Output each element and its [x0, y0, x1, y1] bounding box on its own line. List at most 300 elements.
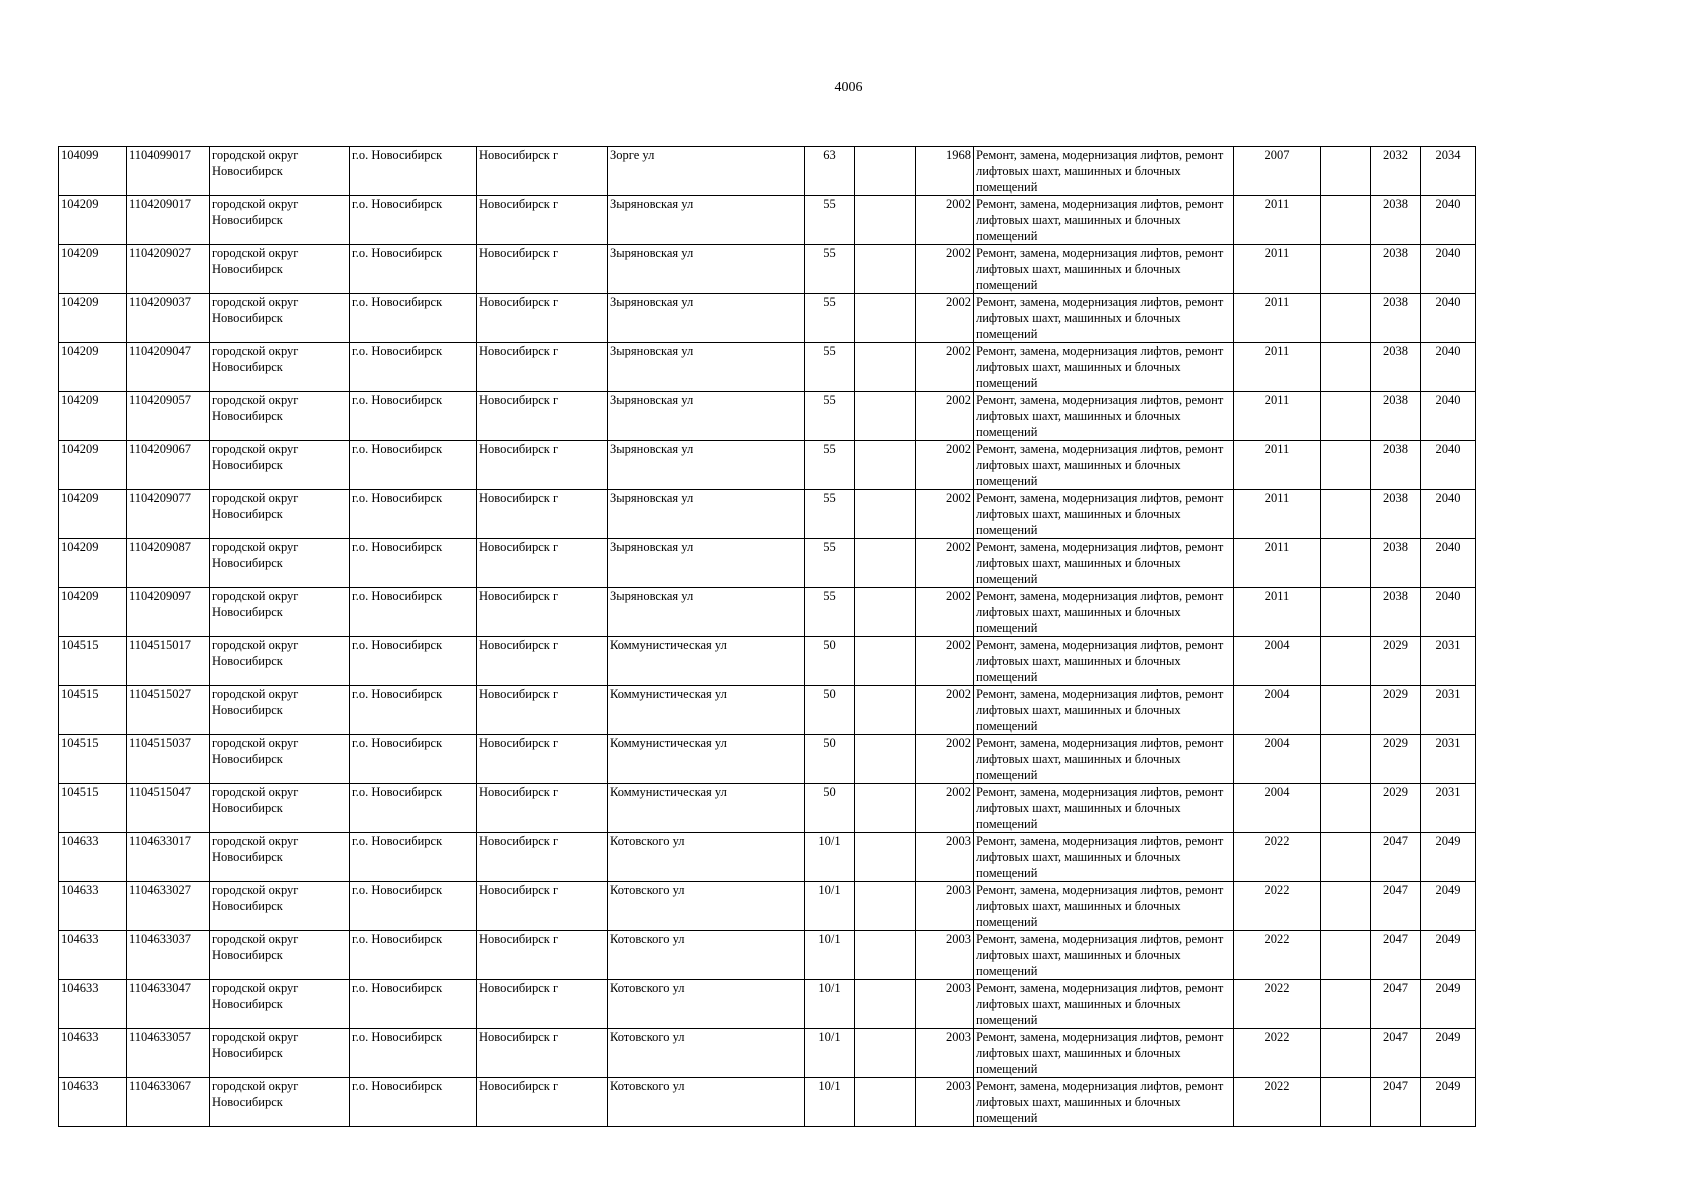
cell-municipality: г.о. Новосибирск: [350, 441, 477, 490]
cell-municipality: г.о. Новосибирск: [350, 1029, 477, 1078]
cell-plan-start: 2029: [1371, 637, 1421, 686]
cell-municipality: г.о. Новосибирск: [350, 686, 477, 735]
cell-building: [855, 931, 916, 980]
cell-street: Коммунистическая ул: [608, 686, 805, 735]
cell-plan-start: 2047: [1371, 1078, 1421, 1127]
cell-plan-end: 2040: [1421, 490, 1476, 539]
table-body: [59, 147, 1476, 1127]
cell-id: 104209: [59, 588, 127, 637]
cell-code: 1104515027: [127, 686, 210, 735]
cell-id: 104633: [59, 1029, 127, 1078]
cell-house: 55: [805, 539, 855, 588]
cell-locality: Новосибирск г: [477, 735, 608, 784]
table-row: [59, 294, 1476, 343]
cell-house: 55: [805, 245, 855, 294]
cell-id: 104633: [59, 980, 127, 1029]
cell-municipality: г.о. Новосибирск: [350, 1078, 477, 1127]
cell-plan-start: 2038: [1371, 294, 1421, 343]
cell-building: [855, 539, 916, 588]
cell-work: Ремонт, замена, модернизация лифтов, ремонт лифтовых шахт, машинных и блочных помещений: [974, 147, 1234, 196]
cell-district: городской округ Новосибирск: [210, 441, 350, 490]
cell-plan-end: 2040: [1421, 196, 1476, 245]
cell-plan-start: 2038: [1371, 588, 1421, 637]
cell-district: городской округ Новосибирск: [210, 147, 350, 196]
cell-last-repair: 2022: [1234, 882, 1321, 931]
cell-plan-end: 2040: [1421, 441, 1476, 490]
table-row: [59, 1029, 1476, 1078]
cell-house: 55: [805, 392, 855, 441]
cell-district: городской округ Новосибирск: [210, 539, 350, 588]
table-row: [59, 735, 1476, 784]
cell-blank: [1321, 343, 1371, 392]
cell-municipality: г.о. Новосибирск: [350, 294, 477, 343]
cell-id: 104209: [59, 343, 127, 392]
cell-work: Ремонт, замена, модернизация лифтов, ремонт лифтовых шахт, машинных и блочных помещений: [974, 245, 1234, 294]
cell-building: [855, 245, 916, 294]
cell-work: Ремонт, замена, модернизация лифтов, ремонт лифтовых шахт, машинных и блочных помещений: [974, 294, 1234, 343]
cell-district: городской округ Новосибирск: [210, 196, 350, 245]
cell-street: Зорге ул: [608, 147, 805, 196]
cell-building: [855, 882, 916, 931]
cell-work: Ремонт, замена, модернизация лифтов, ремонт лифтовых шахт, машинных и блочных помещений: [974, 539, 1234, 588]
cell-locality: Новосибирск г: [477, 1078, 608, 1127]
cell-work: Ремонт, замена, модернизация лифтов, ремонт лифтовых шахт, машинных и блочных помещений: [974, 735, 1234, 784]
cell-municipality: г.о. Новосибирск: [350, 882, 477, 931]
cell-plan-end: 2034: [1421, 147, 1476, 196]
cell-plan-end: 2040: [1421, 245, 1476, 294]
cell-street: Котовского ул: [608, 833, 805, 882]
cell-code: 1104209047: [127, 343, 210, 392]
cell-municipality: г.о. Новосибирск: [350, 245, 477, 294]
cell-locality: Новосибирск г: [477, 245, 608, 294]
cell-municipality: г.о. Новосибирск: [350, 931, 477, 980]
cell-code: 1104209027: [127, 245, 210, 294]
cell-year-built: 2002: [916, 539, 974, 588]
cell-year-built: 2002: [916, 294, 974, 343]
cell-building: [855, 833, 916, 882]
cell-street: Зыряновская ул: [608, 294, 805, 343]
cell-blank: [1321, 490, 1371, 539]
cell-id: 104515: [59, 735, 127, 784]
cell-house: 55: [805, 490, 855, 539]
cell-building: [855, 980, 916, 1029]
cell-code: 1104633047: [127, 980, 210, 1029]
cell-blank: [1321, 637, 1371, 686]
cell-district: городской округ Новосибирск: [210, 735, 350, 784]
cell-plan-end: 2049: [1421, 882, 1476, 931]
page-number: 4006: [834, 80, 863, 95]
cell-house: 50: [805, 686, 855, 735]
cell-municipality: г.о. Новосибирск: [350, 980, 477, 1029]
cell-street: Коммунистическая ул: [608, 735, 805, 784]
cell-blank: [1321, 245, 1371, 294]
table-row: [59, 833, 1476, 882]
cell-plan-end: 2040: [1421, 588, 1476, 637]
cell-plan-start: 2038: [1371, 539, 1421, 588]
cell-year-built: 2002: [916, 245, 974, 294]
cell-year-built: 2002: [916, 490, 974, 539]
cell-plan-end: 2031: [1421, 735, 1476, 784]
cell-plan-end: 2049: [1421, 833, 1476, 882]
cell-house: 50: [805, 735, 855, 784]
cell-year-built: 2002: [916, 686, 974, 735]
cell-district: городской округ Новосибирск: [210, 294, 350, 343]
cell-plan-start: 2038: [1371, 392, 1421, 441]
cell-street: Зыряновская ул: [608, 588, 805, 637]
cell-code: 1104515017: [127, 637, 210, 686]
cell-street: Котовского ул: [608, 980, 805, 1029]
cell-code: 1104515037: [127, 735, 210, 784]
cell-building: [855, 588, 916, 637]
cell-code: 1104515047: [127, 784, 210, 833]
cell-district: городской округ Новосибирск: [210, 980, 350, 1029]
cell-work: Ремонт, замена, модернизация лифтов, ремонт лифтовых шахт, машинных и блочных помещений: [974, 980, 1234, 1029]
cell-municipality: г.о. Новосибирск: [350, 490, 477, 539]
cell-code: 1104209057: [127, 392, 210, 441]
cell-district: городской округ Новосибирск: [210, 931, 350, 980]
cell-work: Ремонт, замена, модернизация лифтов, ремонт лифтовых шахт, машинных и блочных помещений: [974, 931, 1234, 980]
cell-house: 10/1: [805, 1078, 855, 1127]
cell-district: городской округ Новосибирск: [210, 490, 350, 539]
cell-street: Котовского ул: [608, 1078, 805, 1127]
cell-work: Ремонт, замена, модернизация лифтов, ремонт лифтовых шахт, машинных и блочных помещений: [974, 686, 1234, 735]
cell-plan-end: 2040: [1421, 294, 1476, 343]
cell-locality: Новосибирск г: [477, 882, 608, 931]
cell-plan-start: 2029: [1371, 735, 1421, 784]
table-row: [59, 441, 1476, 490]
cell-work: Ремонт, замена, модернизация лифтов, ремонт лифтовых шахт, машинных и блочных помещений: [974, 490, 1234, 539]
cell-district: городской округ Новосибирск: [210, 882, 350, 931]
cell-locality: Новосибирск г: [477, 833, 608, 882]
cell-code: 1104209037: [127, 294, 210, 343]
cell-id: 104515: [59, 637, 127, 686]
cell-code: 1104099017: [127, 147, 210, 196]
cell-id: 104209: [59, 441, 127, 490]
cell-blank: [1321, 588, 1371, 637]
cell-code: 1104633027: [127, 882, 210, 931]
cell-id: 104209: [59, 539, 127, 588]
cell-house: 10/1: [805, 833, 855, 882]
cell-last-repair: 2011: [1234, 343, 1321, 392]
table-row: [59, 637, 1476, 686]
cell-locality: Новосибирск г: [477, 294, 608, 343]
cell-district: городской округ Новосибирск: [210, 588, 350, 637]
cell-street: Зыряновская ул: [608, 441, 805, 490]
cell-house: 10/1: [805, 931, 855, 980]
cell-last-repair: 2004: [1234, 686, 1321, 735]
cell-house: 50: [805, 637, 855, 686]
cell-blank: [1321, 686, 1371, 735]
cell-last-repair: 2022: [1234, 980, 1321, 1029]
table-row: [59, 1078, 1476, 1127]
cell-building: [855, 490, 916, 539]
cell-street: Зыряновская ул: [608, 245, 805, 294]
cell-year-built: 2003: [916, 1029, 974, 1078]
table-row: [59, 392, 1476, 441]
cell-last-repair: 2022: [1234, 931, 1321, 980]
cell-locality: Новосибирск г: [477, 196, 608, 245]
cell-code: 1104209067: [127, 441, 210, 490]
cell-locality: Новосибирск г: [477, 686, 608, 735]
cell-last-repair: 2022: [1234, 1029, 1321, 1078]
cell-work: Ремонт, замена, модернизация лифтов, ремонт лифтовых шахт, машинных и блочных помещений: [974, 1078, 1234, 1127]
cell-code: 1104633017: [127, 833, 210, 882]
cell-id: 104515: [59, 784, 127, 833]
cell-district: городской округ Новосибирск: [210, 637, 350, 686]
cell-blank: [1321, 931, 1371, 980]
table-row: [59, 147, 1476, 196]
cell-house: 55: [805, 343, 855, 392]
cell-building: [855, 392, 916, 441]
cell-street: Зыряновская ул: [608, 490, 805, 539]
cell-municipality: г.о. Новосибирск: [350, 539, 477, 588]
cell-municipality: г.о. Новосибирск: [350, 637, 477, 686]
cell-blank: [1321, 784, 1371, 833]
cell-year-built: 2002: [916, 343, 974, 392]
table-row: [59, 343, 1476, 392]
cell-blank: [1321, 735, 1371, 784]
cell-locality: Новосибирск г: [477, 539, 608, 588]
cell-house: 10/1: [805, 980, 855, 1029]
table-row: [59, 588, 1476, 637]
cell-last-repair: 2011: [1234, 588, 1321, 637]
cell-locality: Новосибирск г: [477, 343, 608, 392]
cell-year-built: 2002: [916, 441, 974, 490]
cell-building: [855, 735, 916, 784]
table-row: [59, 686, 1476, 735]
table-row: [59, 980, 1476, 1029]
cell-plan-start: 2038: [1371, 245, 1421, 294]
cell-work: Ремонт, замена, модернизация лифтов, ремонт лифтовых шахт, машинных и блочных помещений: [974, 637, 1234, 686]
cell-district: городской округ Новосибирск: [210, 833, 350, 882]
table-row: [59, 490, 1476, 539]
cell-year-built: 2003: [916, 1078, 974, 1127]
cell-year-built: 2003: [916, 931, 974, 980]
cell-district: городской округ Новосибирск: [210, 686, 350, 735]
cell-code: 1104633067: [127, 1078, 210, 1127]
cell-year-built: 2003: [916, 833, 974, 882]
cell-plan-end: 2040: [1421, 392, 1476, 441]
cell-blank: [1321, 833, 1371, 882]
cell-building: [855, 637, 916, 686]
cell-locality: Новосибирск г: [477, 980, 608, 1029]
cell-house: 55: [805, 441, 855, 490]
cell-municipality: г.о. Новосибирск: [350, 588, 477, 637]
cell-id: 104633: [59, 1078, 127, 1127]
cell-plan-start: 2047: [1371, 833, 1421, 882]
cell-last-repair: 2004: [1234, 637, 1321, 686]
cell-building: [855, 343, 916, 392]
cell-year-built: 2003: [916, 980, 974, 1029]
cell-blank: [1321, 196, 1371, 245]
cell-locality: Новосибирск г: [477, 588, 608, 637]
cell-street: Зыряновская ул: [608, 539, 805, 588]
cell-year-built: 2002: [916, 392, 974, 441]
cell-street: Зыряновская ул: [608, 392, 805, 441]
cell-id: 104633: [59, 931, 127, 980]
cell-street: Коммунистическая ул: [608, 784, 805, 833]
cell-plan-end: 2049: [1421, 1078, 1476, 1127]
cell-house: 10/1: [805, 882, 855, 931]
cell-municipality: г.о. Новосибирск: [350, 343, 477, 392]
table-row: [59, 196, 1476, 245]
cell-locality: Новосибирск г: [477, 147, 608, 196]
cell-work: Ремонт, замена, модернизация лифтов, ремонт лифтовых шахт, машинных и блочных помещений: [974, 441, 1234, 490]
cell-blank: [1321, 294, 1371, 343]
cell-blank: [1321, 539, 1371, 588]
cell-year-built: 2002: [916, 735, 974, 784]
cell-plan-start: 2038: [1371, 490, 1421, 539]
cell-work: Ремонт, замена, модернизация лифтов, ремонт лифтовых шахт, машинных и блочных помещений: [974, 392, 1234, 441]
cell-house: 50: [805, 784, 855, 833]
cell-code: 1104209077: [127, 490, 210, 539]
cell-plan-start: 2038: [1371, 196, 1421, 245]
cell-id: 104633: [59, 882, 127, 931]
cell-code: 1104209097: [127, 588, 210, 637]
cell-building: [855, 1078, 916, 1127]
cell-locality: Новосибирск г: [477, 441, 608, 490]
table-row: [59, 784, 1476, 833]
cell-work: Ремонт, замена, модернизация лифтов, ремонт лифтовых шахт, машинных и блочных помещений: [974, 196, 1234, 245]
cell-work: Ремонт, замена, модернизация лифтов, ремонт лифтовых шахт, машинных и блочных помещений: [974, 882, 1234, 931]
cell-year-built: 1968: [916, 147, 974, 196]
cell-house: 55: [805, 294, 855, 343]
cell-id: 104209: [59, 490, 127, 539]
table-row: [59, 882, 1476, 931]
cell-building: [855, 784, 916, 833]
cell-house: 55: [805, 196, 855, 245]
cell-plan-start: 2032: [1371, 147, 1421, 196]
cell-street: Котовского ул: [608, 1029, 805, 1078]
cell-municipality: г.о. Новосибирск: [350, 735, 477, 784]
cell-id: 104209: [59, 294, 127, 343]
cell-work: Ремонт, замена, модернизация лифтов, ремонт лифтовых шахт, машинных и блочных помещений: [974, 588, 1234, 637]
cell-district: городской округ Новосибирск: [210, 1078, 350, 1127]
cell-district: городской округ Новосибирск: [210, 1029, 350, 1078]
cell-building: [855, 196, 916, 245]
cell-blank: [1321, 882, 1371, 931]
cell-id: 104633: [59, 833, 127, 882]
cell-district: городской округ Новосибирск: [210, 784, 350, 833]
cell-last-repair: 2022: [1234, 1078, 1321, 1127]
cell-locality: Новосибирск г: [477, 784, 608, 833]
cell-district: городской округ Новосибирск: [210, 343, 350, 392]
cell-house: 63: [805, 147, 855, 196]
cell-district: городской округ Новосибирск: [210, 392, 350, 441]
cell-last-repair: 2004: [1234, 735, 1321, 784]
cell-blank: [1321, 147, 1371, 196]
cell-last-repair: 2007: [1234, 147, 1321, 196]
cell-id: 104209: [59, 392, 127, 441]
cell-house: 10/1: [805, 1029, 855, 1078]
cell-plan-end: 2031: [1421, 686, 1476, 735]
cell-plan-end: 2049: [1421, 931, 1476, 980]
cell-id: 104209: [59, 196, 127, 245]
cell-last-repair: 2011: [1234, 441, 1321, 490]
cell-last-repair: 2011: [1234, 294, 1321, 343]
cell-last-repair: 2011: [1234, 539, 1321, 588]
cell-year-built: 2002: [916, 588, 974, 637]
cell-code: 1104633037: [127, 931, 210, 980]
cell-code: 1104633057: [127, 1029, 210, 1078]
cell-last-repair: 2004: [1234, 784, 1321, 833]
cell-plan-end: 2049: [1421, 980, 1476, 1029]
cell-locality: Новосибирск г: [477, 392, 608, 441]
cell-year-built: 2002: [916, 196, 974, 245]
cell-blank: [1321, 1029, 1371, 1078]
cell-plan-end: 2031: [1421, 784, 1476, 833]
cell-street: Котовского ул: [608, 882, 805, 931]
cell-last-repair: 2011: [1234, 392, 1321, 441]
cell-locality: Новосибирск г: [477, 1029, 608, 1078]
cell-municipality: г.о. Новосибирск: [350, 833, 477, 882]
cell-locality: Новосибирск г: [477, 931, 608, 980]
table-row: [59, 539, 1476, 588]
cell-year-built: 2002: [916, 637, 974, 686]
cell-plan-end: 2040: [1421, 539, 1476, 588]
cell-locality: Новосибирск г: [477, 490, 608, 539]
cell-work: Ремонт, замена, модернизация лифтов, ремонт лифтовых шахт, машинных и блочных помещений: [974, 343, 1234, 392]
capital-repair-table: [58, 146, 1476, 1127]
cell-id: 104099: [59, 147, 127, 196]
cell-blank: [1321, 441, 1371, 490]
cell-blank: [1321, 980, 1371, 1029]
cell-municipality: г.о. Новосибирск: [350, 147, 477, 196]
cell-last-repair: 2022: [1234, 833, 1321, 882]
cell-last-repair: 2011: [1234, 490, 1321, 539]
cell-code: 1104209017: [127, 196, 210, 245]
table-row: [59, 245, 1476, 294]
cell-plan-start: 2038: [1371, 343, 1421, 392]
cell-id: 104209: [59, 245, 127, 294]
cell-street: Зыряновская ул: [608, 196, 805, 245]
cell-plan-end: 2040: [1421, 343, 1476, 392]
cell-plan-start: 2047: [1371, 931, 1421, 980]
cell-work: Ремонт, замена, модернизация лифтов, ремонт лифтовых шахт, машинных и блочных помещений: [974, 784, 1234, 833]
cell-municipality: г.о. Новосибирск: [350, 392, 477, 441]
cell-id: 104515: [59, 686, 127, 735]
cell-blank: [1321, 1078, 1371, 1127]
cell-plan-end: 2049: [1421, 1029, 1476, 1078]
cell-plan-start: 2029: [1371, 686, 1421, 735]
cell-building: [855, 147, 916, 196]
cell-plan-end: 2031: [1421, 637, 1476, 686]
cell-last-repair: 2011: [1234, 245, 1321, 294]
cell-plan-start: 2029: [1371, 784, 1421, 833]
table-row: [59, 931, 1476, 980]
cell-building: [855, 1029, 916, 1078]
cell-house: 55: [805, 588, 855, 637]
cell-work: Ремонт, замена, модернизация лифтов, ремонт лифтовых шахт, машинных и блочных помещений: [974, 1029, 1234, 1078]
cell-street: Коммунистическая ул: [608, 637, 805, 686]
cell-building: [855, 686, 916, 735]
cell-street: Котовского ул: [608, 931, 805, 980]
cell-municipality: г.о. Новосибирск: [350, 784, 477, 833]
cell-code: 1104209087: [127, 539, 210, 588]
cell-plan-start: 2047: [1371, 1029, 1421, 1078]
cell-year-built: 2003: [916, 882, 974, 931]
cell-plan-start: 2047: [1371, 882, 1421, 931]
cell-building: [855, 294, 916, 343]
cell-plan-start: 2038: [1371, 441, 1421, 490]
cell-street: Зыряновская ул: [608, 343, 805, 392]
cell-blank: [1321, 392, 1371, 441]
cell-plan-start: 2047: [1371, 980, 1421, 1029]
cell-last-repair: 2011: [1234, 196, 1321, 245]
cell-district: городской округ Новосибирск: [210, 245, 350, 294]
cell-building: [855, 441, 916, 490]
cell-work: Ремонт, замена, модернизация лифтов, ремонт лифтовых шахт, машинных и блочных помещений: [974, 833, 1234, 882]
